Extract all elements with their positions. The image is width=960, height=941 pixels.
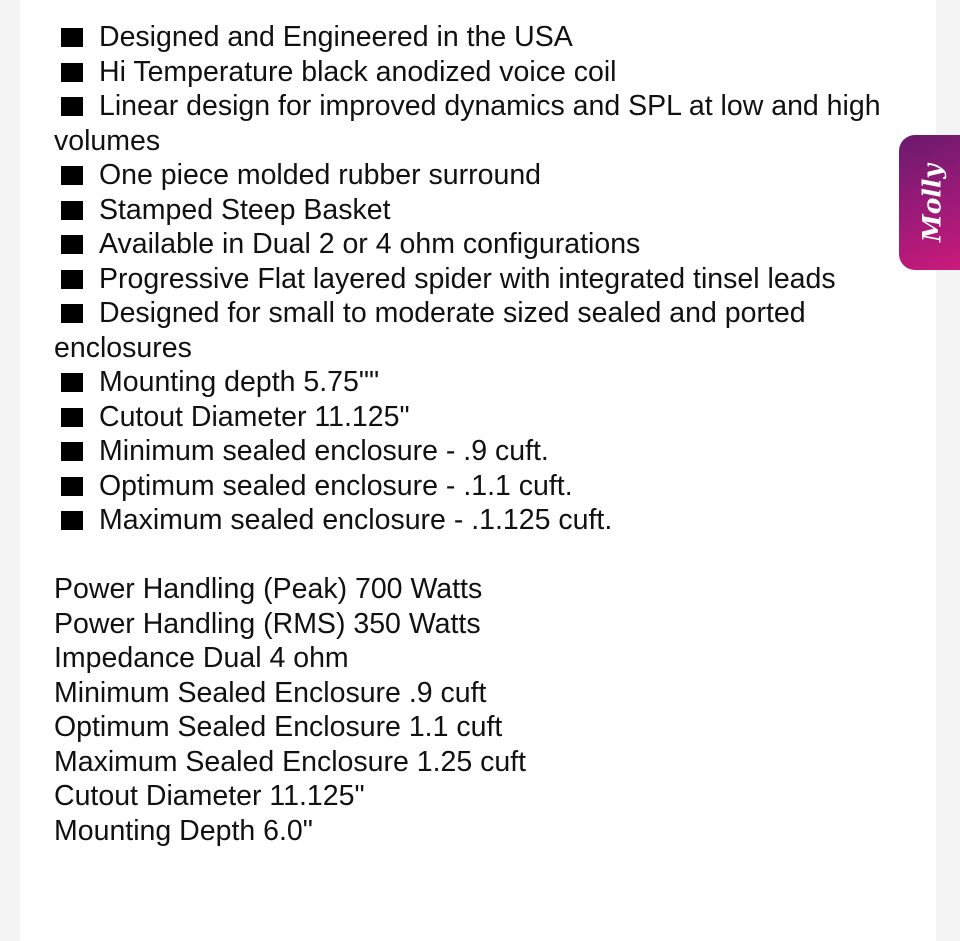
feature-text: Hi Temperature black anodized voice coil xyxy=(99,55,617,88)
molly-side-tab[interactable] xyxy=(899,135,960,270)
spec-item: Power Handling (RMS) 350 Watts xyxy=(54,607,481,640)
feature-text: Optimum sealed enclosure - .1.1 cuft. xyxy=(99,469,573,502)
square-bullet-icon xyxy=(61,477,83,496)
square-bullet-icon xyxy=(61,63,83,82)
product-description xyxy=(54,20,884,848)
feature-item xyxy=(54,296,884,365)
feature-text: Maximum sealed enclosure - .1.125 cuft. xyxy=(99,504,613,536)
feature-item xyxy=(54,20,884,55)
spec-item: Cutout Diameter 11.125" xyxy=(54,780,365,812)
square-bullet-icon xyxy=(61,442,83,461)
feature-list xyxy=(54,20,884,538)
feature-text: Stamped Steep Basket xyxy=(99,193,391,226)
feature-item xyxy=(54,365,884,400)
square-bullet-icon xyxy=(61,28,83,47)
feature-text: Cutout Diameter 11.125" xyxy=(99,400,410,433)
feature-text: Progressive Flat layered spider with integrated tinsel leads xyxy=(99,262,836,295)
feature-item xyxy=(54,89,884,158)
feature-text: One piece molded rubber surround xyxy=(99,159,542,191)
feature-item xyxy=(54,434,884,469)
spec-item: Power Handling (Peak) 700 Watts xyxy=(54,573,483,605)
feature-text: Available in Dual 2 or 4 ohm configurations xyxy=(99,228,641,260)
spec-list xyxy=(54,572,884,848)
square-bullet-icon xyxy=(61,373,83,392)
feature-text: Designed for small to moderate sized sealed and ported enclosures xyxy=(54,297,806,364)
square-bullet-icon xyxy=(61,97,83,116)
feature-item xyxy=(54,158,884,193)
square-bullet-icon xyxy=(61,270,83,289)
square-bullet-icon xyxy=(61,201,83,220)
feature-item xyxy=(54,400,884,435)
spec-item: Minimum Sealed Enclosure .9 cuft xyxy=(54,676,487,709)
feature-text: Mounting depth 5.75"" xyxy=(99,366,380,398)
feature-text: Linear design for improved dynamics and SPL at low and high volumes xyxy=(54,90,881,157)
feature-item xyxy=(54,55,884,90)
spec-item: Optimum Sealed Enclosure 1.1 cuft xyxy=(54,711,503,743)
square-bullet-icon xyxy=(61,408,83,427)
feature-item xyxy=(54,503,884,538)
square-bullet-icon xyxy=(61,235,83,254)
feature-item xyxy=(54,469,884,504)
spec-item: Impedance Dual 4 ohm xyxy=(54,642,349,674)
spec-item: Maximum Sealed Enclosure 1.25 cuft xyxy=(54,745,527,778)
square-bullet-icon xyxy=(61,304,83,323)
spec-item: Mounting Depth 6.0" xyxy=(54,814,313,847)
side-tab-label: Molly xyxy=(917,164,947,242)
feature-item xyxy=(54,262,884,297)
feature-text: Designed and Engineered in the USA xyxy=(99,21,573,53)
feature-text: Minimum sealed enclosure - .9 cuft. xyxy=(99,435,549,467)
square-bullet-icon xyxy=(61,511,83,530)
feature-item xyxy=(54,193,884,228)
feature-item xyxy=(54,227,884,262)
square-bullet-icon xyxy=(61,166,83,185)
